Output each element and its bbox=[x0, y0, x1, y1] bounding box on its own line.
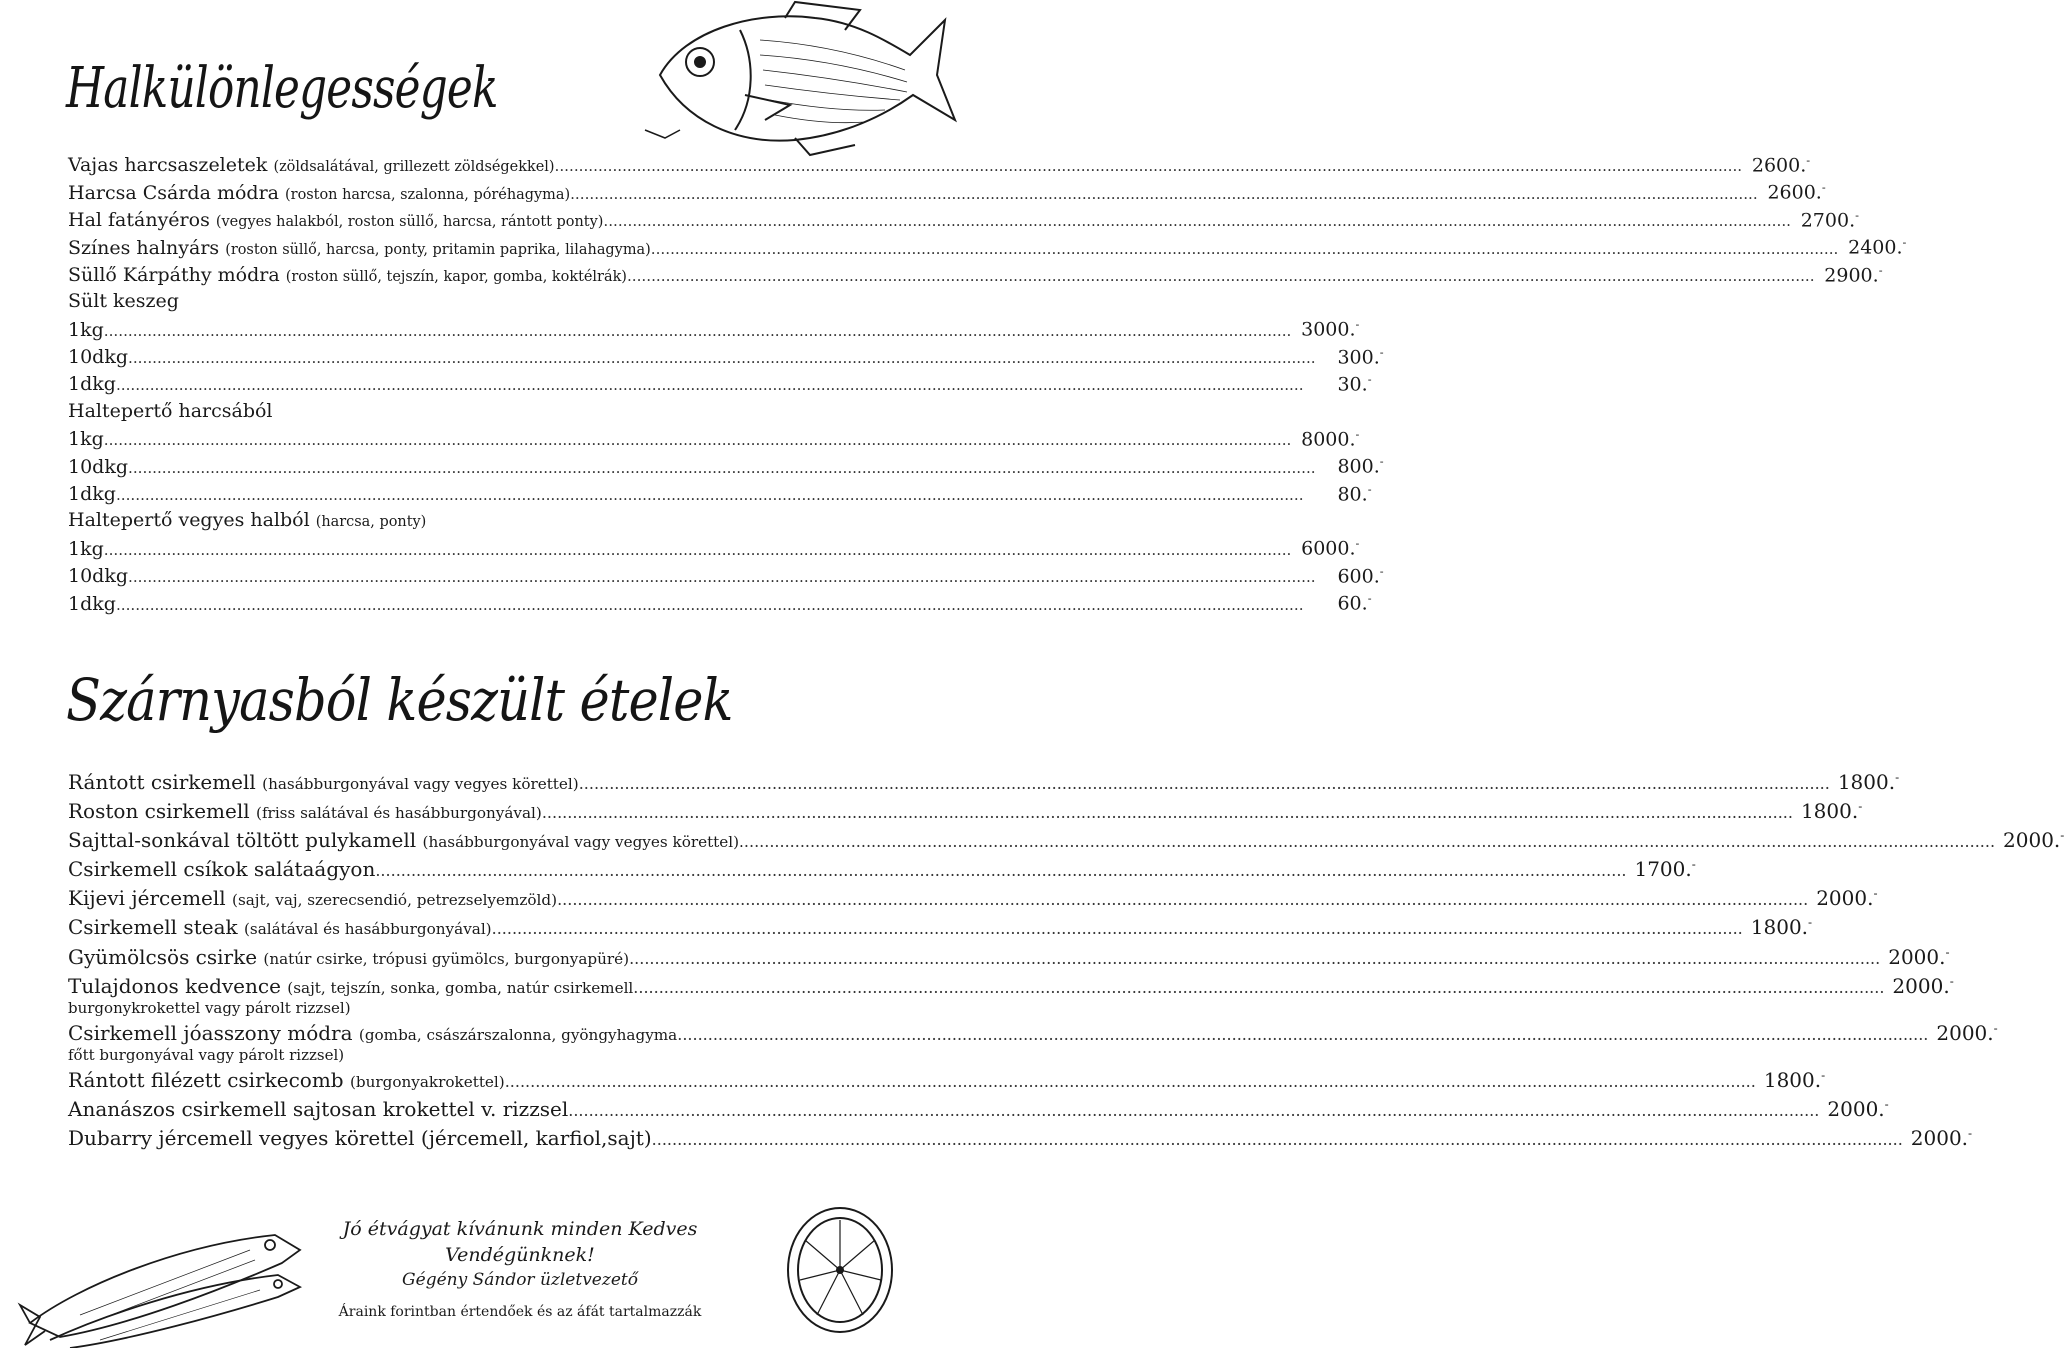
menu-item-detail: (vegyes halakból, roston süllő, harcsa, rántott ponty) bbox=[215, 214, 604, 231]
leader-dots bbox=[104, 322, 1292, 340]
menu-item-title: Süllő Kárpáthy módra bbox=[68, 263, 286, 286]
menu-item-name bbox=[68, 373, 116, 395]
footer bbox=[320, 1216, 720, 1320]
menu-item-title: 1dkg bbox=[68, 483, 116, 506]
menu-item-price bbox=[1808, 886, 1876, 910]
leader-dots bbox=[570, 185, 1758, 203]
menu-item bbox=[68, 944, 1950, 974]
menu-item-title: Csirkemell csíkok salátaágyon bbox=[68, 857, 376, 882]
menu-item-detail: (zöldsalátával, grillezett zöldségekkel) bbox=[273, 159, 555, 176]
menu-item-name bbox=[68, 209, 603, 231]
menu-item-title: Haltepertő harcsából bbox=[68, 399, 273, 422]
price-suffix: - bbox=[1367, 372, 1372, 387]
menu-item-name bbox=[68, 400, 273, 422]
menu-item-name bbox=[68, 428, 104, 450]
price-suffix: - bbox=[1355, 536, 1360, 551]
menu-item-detail: (sajt, tejszín, sonka, gomba, natúr csirkemell bbox=[287, 978, 634, 997]
price-suffix: - bbox=[1858, 799, 1863, 814]
footer-signature: Gégény Sándor üzletvezető bbox=[402, 1270, 638, 1290]
menu-item-title: Csirkemell steak bbox=[68, 915, 244, 940]
menu-item-price bbox=[1815, 263, 1883, 286]
menu-item-price bbox=[1316, 454, 1384, 477]
menu-item-name bbox=[68, 509, 426, 531]
menu-item-title: Színes halnyárs bbox=[68, 236, 226, 259]
price-suffix: - bbox=[1367, 481, 1372, 496]
leader-dots bbox=[652, 1130, 1903, 1149]
menu-item bbox=[68, 262, 1883, 290]
price-value: 30. bbox=[1337, 373, 1368, 396]
menu-item-price bbox=[1742, 153, 1810, 176]
menu-item-title: 1kg bbox=[68, 428, 104, 451]
menu-item bbox=[68, 828, 2064, 857]
price-suffix: - bbox=[1855, 207, 1859, 222]
menu-item-title: Roston csirkemell bbox=[68, 799, 257, 824]
price-suffix: - bbox=[1821, 180, 1826, 195]
menu-item-price bbox=[1928, 1021, 1996, 1045]
price-suffix: - bbox=[1949, 974, 1954, 988]
price-value: 1800. bbox=[1837, 770, 1896, 794]
price-suffix: - bbox=[1355, 426, 1360, 441]
menu-item-price bbox=[1830, 770, 1898, 794]
price-value: 60. bbox=[1337, 592, 1368, 615]
menu-item-price bbox=[1903, 1126, 1971, 1150]
leader-dots bbox=[116, 486, 1304, 504]
menu-item-price bbox=[1626, 857, 1694, 881]
menu-item bbox=[68, 1126, 1973, 1155]
menu-item-title: 10dkg bbox=[68, 565, 129, 588]
price-value: 2000. bbox=[1910, 1126, 1969, 1151]
menu-item-price bbox=[1819, 1097, 1887, 1121]
menu-item bbox=[68, 563, 1384, 591]
menu-item-price bbox=[1880, 945, 1948, 969]
price-suffix: - bbox=[1945, 944, 1950, 959]
menu-item-name bbox=[68, 290, 179, 312]
menu-item-price bbox=[1291, 427, 1359, 450]
menu-item bbox=[68, 1096, 1889, 1126]
menu-item-name bbox=[68, 799, 542, 823]
price-suffix: - bbox=[1808, 915, 1813, 930]
price-value: 1800. bbox=[1750, 915, 1809, 940]
menu-item-detail: (hasábburgonyával vagy vegyes körettel). bbox=[422, 833, 744, 852]
menu-item bbox=[68, 509, 908, 536]
menu-item-title: Hal fatányéros bbox=[68, 209, 216, 232]
menu-item-name bbox=[68, 857, 375, 881]
menu-item-price bbox=[1758, 180, 1826, 203]
leader-dots bbox=[627, 267, 1815, 285]
menu-item bbox=[68, 153, 1811, 180]
menu-item bbox=[68, 400, 908, 427]
menu-item-title: Sajttal-sonkával töltött pulykamell bbox=[68, 828, 423, 853]
price-value: 2000. bbox=[1816, 886, 1874, 911]
fish-illustration-bottom bbox=[20, 1205, 305, 1348]
menu-item-detail: (harcsa, ponty) bbox=[315, 514, 427, 531]
leader-dots bbox=[128, 568, 1316, 586]
menu-item-name bbox=[68, 886, 557, 910]
menu-item bbox=[68, 1067, 1826, 1097]
price-value: 1700. bbox=[1634, 857, 1692, 882]
menu-item-price bbox=[1756, 1068, 1824, 1092]
price-suffix: - bbox=[1993, 1021, 1998, 1036]
menu-item-title: 1kg bbox=[68, 318, 104, 341]
price-suffix: - bbox=[1873, 886, 1878, 901]
price-suffix: - bbox=[1806, 153, 1811, 167]
menu-item bbox=[68, 799, 1863, 828]
price-suffix: - bbox=[1968, 1126, 1973, 1141]
leader-dots bbox=[128, 459, 1316, 477]
menu-item-name bbox=[68, 565, 128, 587]
menu-item-title: Sült keszeg bbox=[68, 289, 179, 312]
price-value: 3000. bbox=[1301, 318, 1356, 341]
menu-item-title: Haltepertő vegyes halból bbox=[68, 509, 316, 532]
price-suffix: - bbox=[1878, 262, 1883, 277]
menu-item-title: 10dkg bbox=[68, 455, 129, 478]
menu-item-name bbox=[68, 456, 128, 478]
menu-item-name bbox=[68, 319, 104, 341]
menu-item-detail: (roston süllő, harcsa, ponty, pritamin paprika, lilahagyma) bbox=[225, 241, 651, 258]
menu-item bbox=[68, 426, 1360, 454]
leader-dots bbox=[568, 1101, 1819, 1120]
menu-item-name bbox=[68, 483, 116, 505]
menu-item-name bbox=[68, 974, 633, 998]
footer-wish: Jó étvágyat kívánunk minden Kedves Vendégünknek! bbox=[342, 1218, 698, 1266]
menu-item-title: 10dkg bbox=[68, 346, 129, 369]
leader-dots bbox=[104, 541, 1292, 559]
price-suffix: - bbox=[1821, 1068, 1826, 1083]
menu-item-title: Rántott filézett csirkecomb bbox=[68, 1067, 350, 1092]
menu-item bbox=[68, 536, 1360, 563]
menu-item-detail: (gomba, császárszalonna, gyöngyhagyma bbox=[358, 1025, 678, 1044]
price-value: 800. bbox=[1337, 455, 1380, 478]
menu-item bbox=[68, 915, 1813, 944]
menu-item bbox=[68, 372, 1372, 399]
leader-dots bbox=[492, 919, 1743, 938]
price-suffix: - bbox=[1884, 1097, 1889, 1112]
menu-item-name bbox=[68, 770, 579, 794]
price-value: 6000. bbox=[1301, 537, 1356, 560]
menu-item-name bbox=[68, 828, 744, 852]
menu-item-name bbox=[68, 915, 492, 939]
menu-item-price bbox=[1304, 482, 1372, 505]
menu-item-name bbox=[68, 346, 128, 368]
menu-item-name bbox=[68, 538, 104, 560]
price-suffix: - bbox=[2060, 828, 2064, 843]
price-value: 80. bbox=[1337, 483, 1368, 506]
menu-item-detail: (salátával és hasábburgonyával) bbox=[243, 920, 492, 939]
price-suffix: - bbox=[1367, 591, 1372, 606]
leader-dots bbox=[375, 861, 1626, 880]
menu-item-name bbox=[68, 264, 627, 286]
leader-dots bbox=[128, 349, 1316, 367]
menu-item-price bbox=[1304, 372, 1372, 395]
menu-item-detail: (burgonyakrokettel) bbox=[349, 1072, 505, 1091]
menu-item-title: Gyümölcsös csirke bbox=[68, 944, 264, 969]
menu-item-detail: (roston süllő, tejszín, kapor, gomba, koktélrák) bbox=[285, 268, 627, 285]
price-value: 300. bbox=[1337, 346, 1380, 369]
menu-item bbox=[68, 290, 908, 317]
menu-item-name bbox=[68, 1097, 568, 1121]
leader-dots bbox=[116, 376, 1304, 394]
price-suffix: - bbox=[1895, 770, 1900, 785]
menu-item bbox=[68, 344, 1384, 372]
menu-item-name bbox=[68, 154, 555, 176]
menu-item bbox=[68, 770, 1900, 799]
fish-illustration-top bbox=[645, 0, 960, 160]
menu-item bbox=[68, 180, 1826, 207]
leader-dots bbox=[579, 774, 1830, 793]
menu-item-detail: (hasábburgonyával vagy vegyes körettel) bbox=[262, 775, 579, 793]
menu-item-title: Dubarry jércemell vegyes körettel (jércemell, karfiol,sajt) bbox=[68, 1126, 652, 1151]
poultry-section-title: Szárnyasból készült ételek bbox=[66, 666, 733, 734]
poultry-menu-list bbox=[68, 770, 2064, 1155]
fish-menu-list bbox=[68, 153, 1907, 619]
menu-item-title: 1kg bbox=[68, 537, 104, 560]
menu-item-price bbox=[1838, 235, 1906, 258]
lemon-slice-illustration bbox=[775, 1195, 905, 1345]
price-value: 2400. bbox=[1848, 236, 1903, 259]
leader-dots bbox=[116, 596, 1304, 614]
menu-item-price bbox=[1743, 915, 1811, 939]
menu-item-price bbox=[1316, 345, 1384, 368]
price-value: 2000. bbox=[2003, 828, 2061, 853]
menu-item bbox=[68, 454, 1384, 481]
leader-dots bbox=[651, 240, 1839, 258]
menu-item-title: Kijevi jércemell bbox=[68, 886, 233, 911]
price-suffix: - bbox=[1379, 344, 1384, 359]
price-value: 2900. bbox=[1824, 263, 1879, 286]
menu-item-name bbox=[68, 182, 570, 204]
menu-item-name bbox=[68, 237, 651, 259]
leader-dots bbox=[744, 832, 1995, 851]
menu-item-title: Vajas harcsaszeletek bbox=[68, 154, 274, 177]
price-suffix: - bbox=[1902, 235, 1907, 250]
menu-item-price bbox=[1793, 799, 1861, 823]
menu-item-detail: (roston harcsa, szalonna, póréhagyma) bbox=[285, 186, 571, 203]
menu-item bbox=[68, 207, 1859, 235]
menu-item bbox=[68, 857, 1696, 886]
menu-item bbox=[68, 886, 1878, 915]
leader-dots bbox=[542, 803, 1793, 822]
menu-item-subline: főtt burgonyával vagy párolt rizzsel) bbox=[68, 1045, 345, 1064]
price-value: 2600. bbox=[1751, 154, 1807, 177]
menu-item-title: Harcsa Csárda módra bbox=[68, 181, 286, 204]
menu-item-name bbox=[68, 1021, 677, 1045]
menu-item-detail: (friss salátával és hasábburgonyával) bbox=[256, 804, 542, 823]
price-value: 2000. bbox=[1936, 1020, 1994, 1045]
menu-item-title: 1dkg bbox=[68, 373, 116, 396]
leader-dots bbox=[104, 431, 1292, 449]
price-suffix: - bbox=[1355, 317, 1360, 332]
menu-item-name bbox=[68, 1068, 505, 1092]
menu-item-name bbox=[68, 1126, 652, 1150]
menu-item-title: Tulajdonos kedvence bbox=[68, 973, 288, 998]
menu-item bbox=[68, 235, 1907, 262]
menu-item-name bbox=[68, 593, 116, 615]
leader-dots bbox=[603, 212, 1791, 230]
price-value: 2700. bbox=[1800, 209, 1856, 232]
menu-item-name bbox=[68, 945, 629, 969]
fish-section-title: Halkülönlegességek bbox=[66, 56, 498, 121]
leader-dots bbox=[629, 949, 1880, 968]
price-value: 2000. bbox=[1892, 973, 1950, 998]
menu-item-price bbox=[1316, 564, 1384, 587]
price-value: 1800. bbox=[1800, 799, 1859, 824]
menu-item-price bbox=[1995, 828, 2063, 852]
footer-price-note: Áraink forintban értendőek és az áfát tartalmazzák bbox=[338, 1304, 702, 1320]
price-suffix: - bbox=[1379, 563, 1384, 578]
leader-dots bbox=[505, 1072, 1756, 1091]
leader-dots bbox=[633, 978, 1884, 997]
menu-item-subline: burgonykrokettel vagy párolt rizzsel) bbox=[68, 998, 351, 1017]
price-value: 2000. bbox=[1827, 1096, 1885, 1121]
price-value: 600. bbox=[1337, 565, 1380, 588]
menu-item-price bbox=[1884, 974, 1952, 998]
price-suffix: - bbox=[1379, 454, 1384, 469]
menu-item-price bbox=[1291, 536, 1359, 559]
menu-item bbox=[68, 591, 1372, 618]
menu-item-price bbox=[1304, 591, 1372, 614]
leader-dots bbox=[677, 1025, 1928, 1044]
price-value: 2000. bbox=[1888, 944, 1946, 969]
menu-item-title: Ananászos csirkemell sajtosan krokettel v. rizzsel bbox=[68, 1096, 569, 1121]
menu-item-detail: (sajt, vaj, szerecsendió, petrezselyemzöld) bbox=[232, 891, 558, 910]
menu-item-price bbox=[1291, 317, 1359, 340]
price-value: 2600. bbox=[1767, 181, 1822, 204]
price-value: 8000. bbox=[1301, 428, 1356, 451]
menu-item-title: Csirkemell jóasszony módra bbox=[68, 1020, 359, 1045]
menu-item-detail: (natúr csirke, trópusi gyümölcs, burgonyapüré) bbox=[263, 949, 630, 968]
leader-dots bbox=[555, 157, 1743, 175]
menu-item-title: 1dkg bbox=[68, 592, 116, 615]
price-value: 1800. bbox=[1763, 1067, 1822, 1092]
price-suffix: - bbox=[1691, 857, 1696, 872]
menu-item-title: Rántott csirkemell bbox=[68, 770, 263, 794]
menu-item-price bbox=[1791, 208, 1859, 231]
leader-dots bbox=[557, 890, 1808, 909]
menu-item bbox=[68, 481, 1372, 509]
menu-item bbox=[68, 317, 1360, 344]
